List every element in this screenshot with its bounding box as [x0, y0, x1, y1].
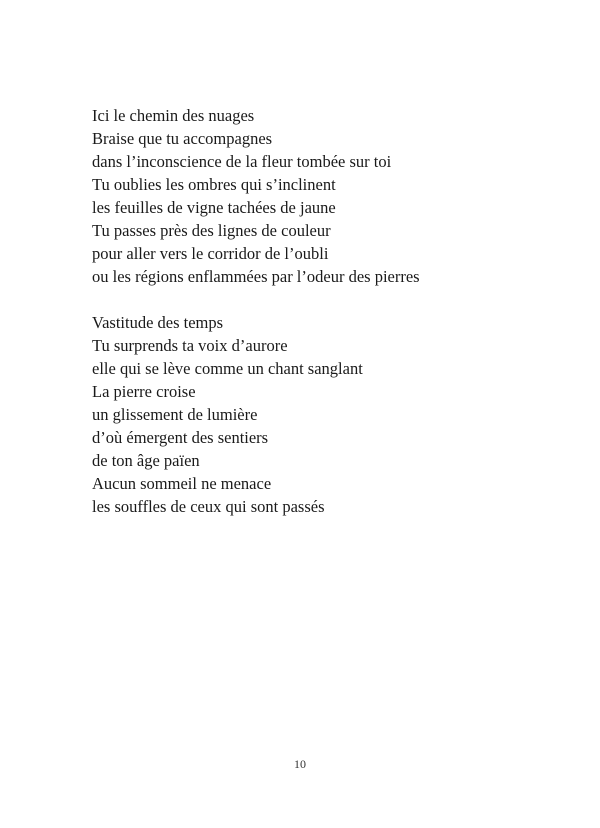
poem-line: Braise que tu accompagnes	[92, 129, 273, 148]
poem-line: La pierre croise	[92, 382, 196, 401]
poem-line: Ici le chemin des nuages	[92, 106, 255, 125]
poem-stanza-2	[92, 311, 363, 518]
poem-line: ou les régions enflammées par l’odeur des pierres	[92, 267, 420, 286]
poem-line: d’où émergent des sentiers	[92, 428, 269, 447]
poem-stanza-1	[92, 104, 420, 288]
poem-line: dans l’inconscience de la fleur tombée sur toi	[92, 152, 392, 171]
poem-line: les souffles de ceux qui sont passés	[92, 497, 325, 516]
poem-line: Tu passes près des lignes de couleur	[92, 221, 331, 240]
poem-line: elle qui se lève comme un chant sanglant	[92, 359, 363, 378]
poem-line: de ton âge païen	[92, 451, 200, 470]
poem-line: pour aller vers le corridor de l’oubli	[92, 244, 329, 263]
poem-line: Tu surprends ta voix d’aurore	[92, 336, 288, 355]
page-number: 10	[294, 757, 306, 771]
poem-line: un glissement de lumière	[92, 405, 258, 424]
poem-line: Tu oublies les ombres qui s’inclinent	[92, 175, 336, 194]
poem-line: les feuilles de vigne tachées de jaune	[92, 198, 336, 217]
poem-line: Aucun sommeil ne menace	[92, 474, 272, 493]
poem-line: Vastitude des temps	[92, 313, 224, 332]
